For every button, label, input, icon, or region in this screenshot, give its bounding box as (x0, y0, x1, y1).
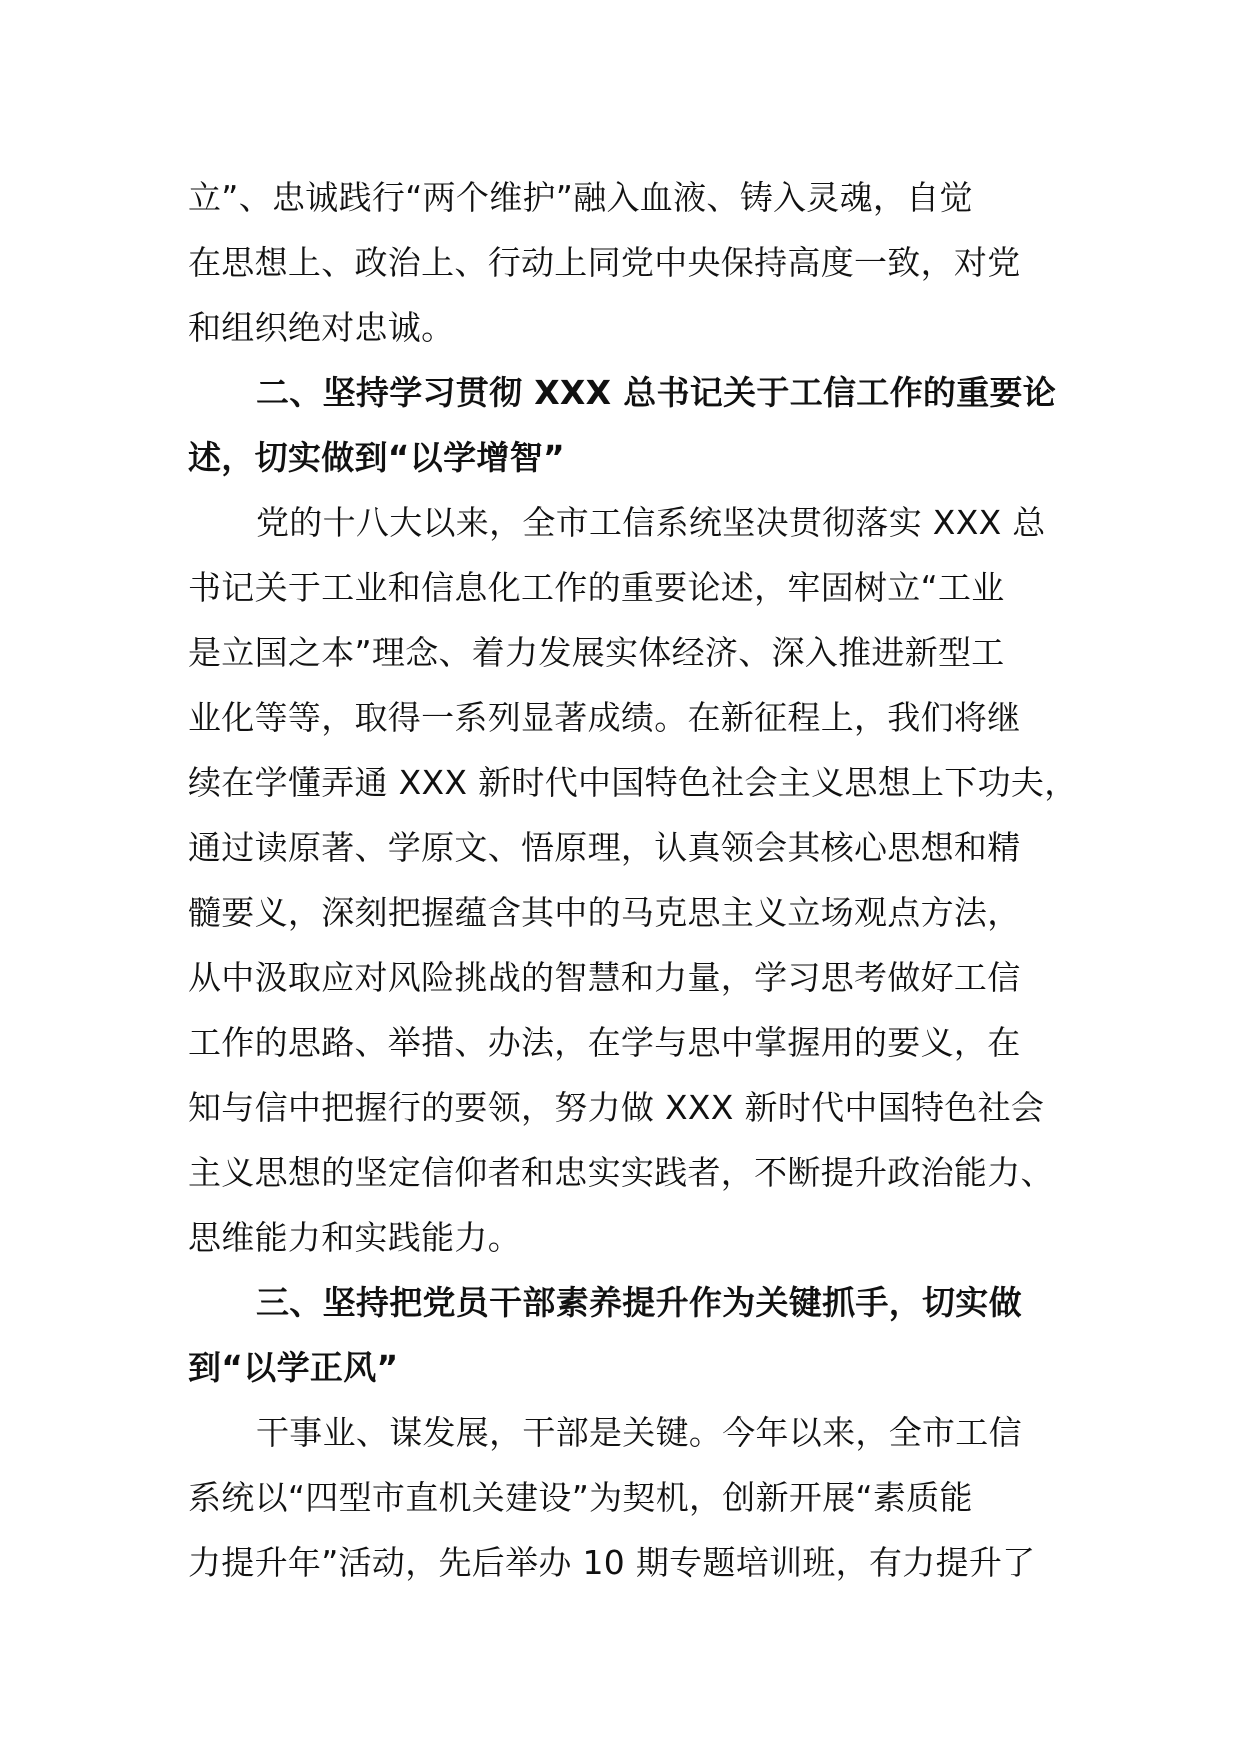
text-line: 立”、忠诚践行“两个维护”融入血液、铸入灵魂，自觉 (188, 178, 973, 217)
text-line: 主义思想的坚定信仰者和忠实实践者，不断提升政治能力、 (188, 1153, 1054, 1192)
heading-line: 到“以学正风” (188, 1348, 399, 1387)
text-line: 书记关于工业和信息化工作的重要论述，牢固树立“工业 (188, 568, 1005, 607)
heading-line: 述，切实做到“以学增智” (188, 438, 565, 477)
text-line: 通过读原著、学原文、悟原理，认真领会其核心思想和精 (188, 828, 1021, 867)
text-line: 党的十八大以来，全市工信系统坚决贯彻落实 XXX 总 (256, 503, 1046, 542)
paragraph-continuation (188, 165, 1088, 360)
text-line: 干事业、谋发展，干部是关键。今年以来，全市工信 (256, 1413, 1022, 1452)
text-line: 业化等等，取得一系列显著成绩。在新征程上，我们将继 (188, 698, 1021, 737)
text-line: 续在学懂弄通 XXX 新时代中国特色社会主义思想上下功夫， (188, 763, 1078, 802)
text-line: 知与信中把握行的要领，努力做 XXX 新时代中国特色社会 (188, 1088, 1045, 1127)
text-line: 是立国之本”理念、着力发展实体经济、深入推进新型工 (188, 633, 1005, 672)
text-line: 力提升年”活动，先后举办 10 期专题培训班，有力提升了 (188, 1543, 1036, 1582)
text-line: 和组织绝对忠诚。 (188, 308, 455, 347)
text-line: 工作的思路、举措、办法，在学与思中掌握用的要义，在 (188, 1023, 1021, 1062)
text-line: 在思想上、政治上、行动上同党中央保持高度一致，对党 (188, 243, 1021, 282)
paragraph-section-2 (188, 490, 1088, 1270)
text-line: 从中汲取应对风险挑战的智慧和力量，学习思考做好工信 (188, 958, 1021, 997)
text-line: 系统以“四型市直机关建设”为契机，创新开展“素质能 (188, 1478, 973, 1517)
heading-line: 三、坚持把党员干部素养提升作为关键抓手，切实做 (256, 1283, 1022, 1322)
text-line: 髓要义，深刻把握蕴含其中的马克思主义立场观点方法， (188, 893, 1021, 932)
section-heading-3 (188, 1270, 1088, 1400)
paragraph-section-3 (188, 1400, 1088, 1595)
text-line: 思维能力和实践能力。 (188, 1218, 521, 1257)
body-text (188, 165, 1088, 1595)
heading-line: 二、坚持学习贯彻 XXX 总书记关于工信工作的重要论 (256, 373, 1057, 412)
section-heading-2 (188, 360, 1088, 490)
